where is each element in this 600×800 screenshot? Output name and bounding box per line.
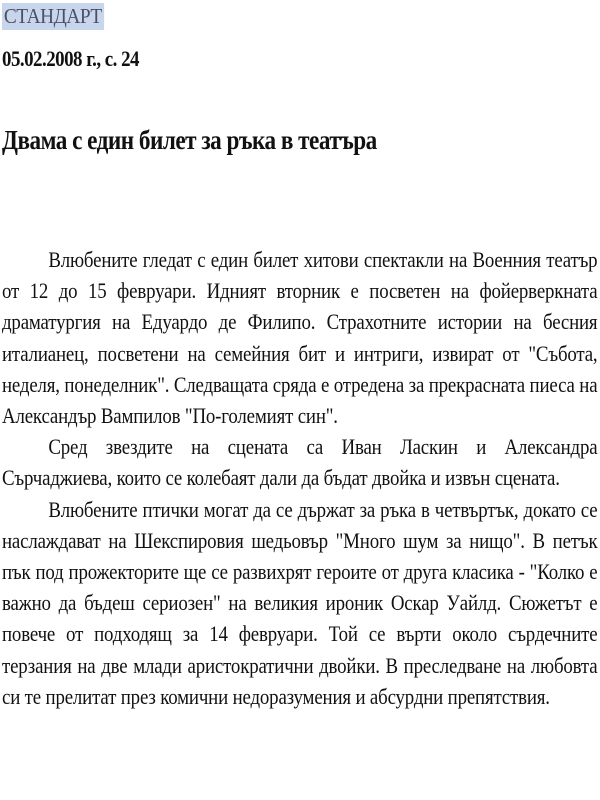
paragraph-2: Сред звездите на сцената са Иван Ласкин и Александра Сърчаджиева, които се колебаят дали да бъдат двойка и извън сцената. bbox=[2, 434, 598, 491]
newspaper-name: СТАНДАРТ bbox=[2, 3, 104, 30]
article-headline: Двама с един билет за ръка в театъра bbox=[2, 125, 377, 155]
paragraph-1: Влюбените гледат с един билет хитови спектакли на Военния театър от 12 до 15 февруари. Идният вторник е посветен на фойерверкната драматургия на Едуардо де Филипо. Страхотните истории на бесния италианец, посветени на семейния бит и интриги, извират от "Събота, неделя, понеделник". Следващата сряда е отредена за прекрасната пиеса на Александър Вампилов "По-големият син". bbox=[2, 247, 598, 429]
article-body bbox=[2, 244, 597, 712]
publication-date: 05.02.2008 г., с. 24 bbox=[2, 46, 139, 71]
paragraph-3: Влюбените птички могат да се държат за ръка в четвъртък, докато се наслаждават на Шекспировия шедьовър "Много шум за нищо". В петък пък под прожекторите ще се развихрят героите от друга класика - "Колко е важно да бъдеш сериозен" на великия ироник Оскар Уайлд. Сюжетът е повече от подходящ за 14 февруари. Той се върти около сърдечните терзания на две млади аристократични двойки. В преследване на любовта си те прелитат през комични недоразумения и абсурдни препятствия. bbox=[2, 496, 598, 709]
